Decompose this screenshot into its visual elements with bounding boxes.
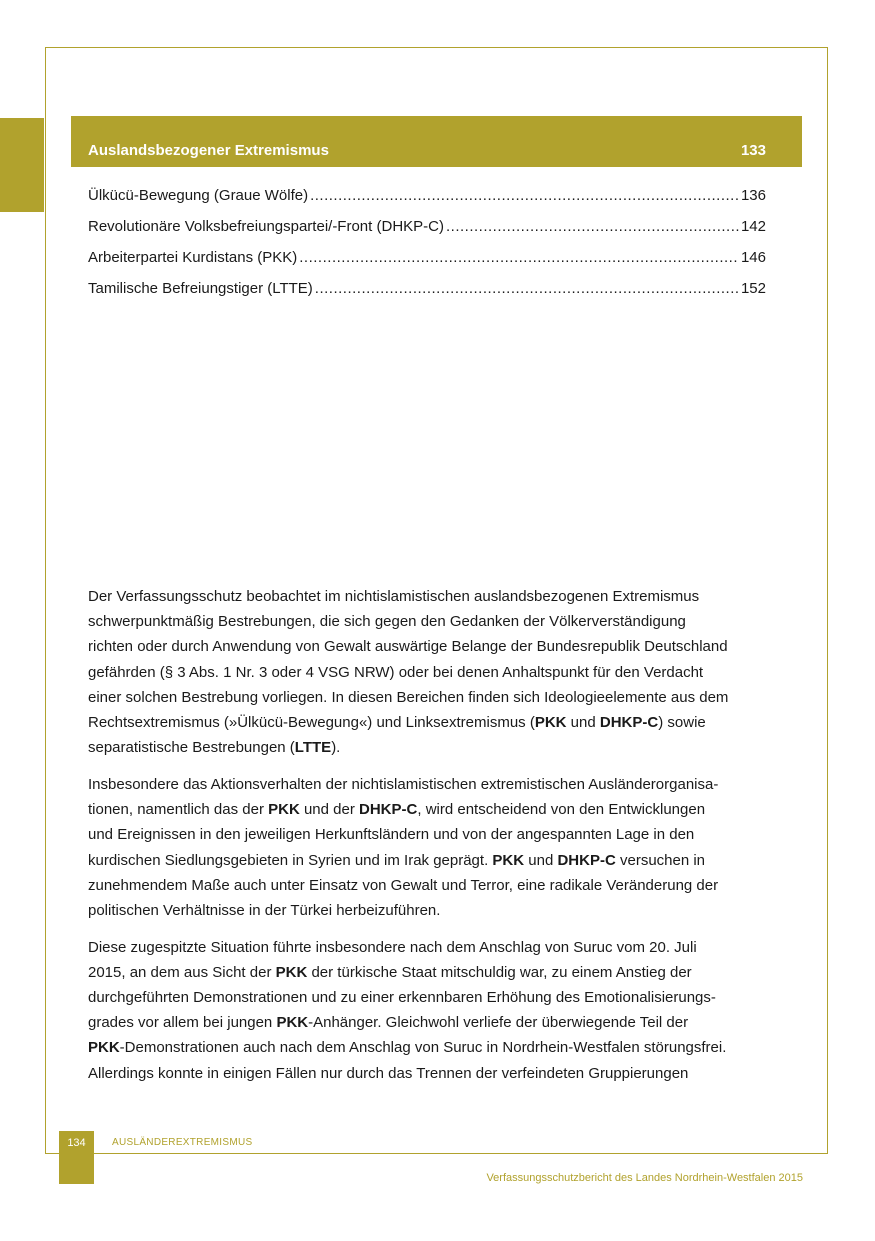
- toc-entry[interactable]: [88, 280, 766, 311]
- text-line: [88, 848, 803, 873]
- text-line: [88, 898, 803, 923]
- text-line: [88, 584, 803, 609]
- text-line: [88, 634, 803, 659]
- text-run: ) sowie: [658, 714, 706, 732]
- toc-leader-dots: [299, 249, 739, 266]
- text-run: Diese zugespitzte Situation führte insbesondere nach dem Anschlag von Suruc vom 20. Juli: [88, 938, 697, 956]
- text-run: separatistische Bestrebungen (: [88, 739, 295, 757]
- toc-entry[interactable]: [88, 249, 766, 280]
- running-chapter-label: AUSLÄNDEREXTREMISMUS: [112, 1137, 253, 1148]
- toc-leader-dots: [310, 187, 739, 204]
- text-run: -Demonstrationen auch nach dem Anschlag von Suruc in Nordrhein-Westfalen störungsfrei.: [119, 1039, 727, 1057]
- bold-term: PKK: [275, 963, 308, 981]
- text-run: tionen, namentlich das der: [88, 801, 269, 819]
- text-run: -Anhänger. Gleichwohl verliefe der überwiegende Teil der: [308, 1014, 689, 1032]
- text-run: und Ereignissen in den jeweiligen Herkunftsländern und von der angespannten Lage in den: [88, 826, 695, 844]
- text-line: [88, 609, 803, 634]
- bold-term: DHKP-C: [557, 851, 616, 869]
- text-run: zunehmendem Maße auch unter Einsatz von Gewalt und Terror, eine radikale Veränderung der: [88, 876, 719, 894]
- text-line: [88, 873, 803, 898]
- text-line: [88, 1010, 803, 1035]
- text-run: und der: [299, 801, 360, 819]
- toc-leader-dots: [315, 280, 739, 297]
- body-text: [88, 584, 803, 1097]
- text-run: Der Verfassungsschutz beobachtet im nichtislamistischen auslandsbezogenen Extremismus: [88, 588, 700, 605]
- text-run: und: [566, 714, 600, 732]
- toc-entry-page: 142: [740, 218, 766, 235]
- text-line: [88, 1061, 803, 1086]
- section-page-number: 133: [740, 142, 766, 159]
- toc-entry-title: Revolutionäre Volksbefreiungspartei/-Front (DHKP-C): [88, 218, 444, 235]
- text-run: und: [524, 851, 558, 869]
- text-line: [88, 985, 803, 1010]
- text-run: durchgeführten Demonstrationen und zu einer erkennbaren Erhöhung des Emotionalisierungs-: [88, 989, 716, 1007]
- section-header-bar: [71, 116, 802, 167]
- text-run: Rechtsextremismus (»Ülkücü-Bewegung«) und Linksextremismus (: [88, 714, 535, 732]
- bold-term: LTTE: [294, 739, 332, 757]
- body-paragraph: [88, 772, 803, 923]
- text-run: grades vor allem bei jungen: [88, 1014, 277, 1032]
- text-run: der türkische Staat mitschuldig war, zu einem Anstieg der: [307, 963, 692, 981]
- body-paragraph: [88, 584, 803, 760]
- text-line: [88, 772, 803, 797]
- toc-entry-title: Ülkücü-Bewegung (Graue Wölfe): [88, 187, 309, 204]
- text-line: [88, 822, 803, 847]
- body-paragraph: [88, 935, 803, 1086]
- toc-leader-dots: [446, 218, 739, 235]
- side-tab-marker: [0, 118, 44, 212]
- toc-entry[interactable]: [88, 218, 766, 249]
- text-line: [88, 660, 803, 685]
- text-run: einer solchen Bestrebung vorliegen. In diesen Bereichen finden sich Ideologieelemente aus dem: [88, 688, 729, 706]
- bold-term: PKK: [268, 801, 300, 819]
- table-of-contents: [88, 187, 766, 311]
- text-run: richten oder durch Anwendung von Gewalt auswärtige Belange der Bundesrepublik Deutschland: [88, 638, 728, 656]
- footer-publication-title: Verfassungsschutzbericht des Landes Nordrhein-Westfalen 2015: [486, 1172, 803, 1184]
- text-run: politischen Verhältnisse in der Türkei herbeizuführen.: [88, 901, 441, 919]
- toc-entry[interactable]: [88, 187, 766, 218]
- toc-entry-title: Arbeiterpartei Kurdistans (PKK): [88, 249, 298, 266]
- text-run: ).: [331, 739, 341, 757]
- text-line: [88, 685, 803, 710]
- bold-term: PKK: [88, 1039, 120, 1057]
- text-line: [88, 1035, 803, 1060]
- text-run: kurdischen Siedlungsgebieten in Syrien und im Irak geprägt.: [88, 851, 493, 869]
- toc-entry-page: 146: [740, 249, 766, 266]
- text-run: versuchen in: [615, 851, 706, 869]
- text-run: schwerpunktmäßig Bestrebungen, die sich gegen den Gedanken der Völkerverständigung: [88, 613, 686, 631]
- bold-term: PKK: [492, 851, 525, 869]
- toc-entry-title: Tamilische Befreiungstiger (LTTE): [88, 280, 313, 297]
- text-run: Allerdings konnte in einigen Fällen nur durch das Trennen der verfeindeten Gruppierungen: [88, 1064, 689, 1082]
- section-title: Auslandsbezogener Extremismus: [88, 142, 329, 159]
- text-run: , wird entscheidend von den Entwicklungen: [417, 801, 706, 819]
- text-line: [88, 797, 803, 822]
- toc-entry-page: 136: [740, 187, 766, 204]
- bold-term: DHKP-C: [359, 801, 418, 819]
- text-line: [88, 960, 803, 985]
- bold-term: PKK: [276, 1014, 309, 1032]
- page-number-badge: 134: [59, 1131, 94, 1184]
- toc-entry-page: 152: [740, 280, 766, 297]
- text-line: [88, 710, 803, 735]
- text-line: [88, 935, 803, 960]
- text-run: gefährden (§ 3 Abs. 1 Nr. 3 oder 4 VSG NRW) oder bei denen Anhaltspunkt für den Verdacht: [88, 663, 704, 681]
- text-line: [88, 735, 803, 760]
- text-run: Insbesondere das Aktionsverhalten der nichtislamistischen extremistischen Ausländerorganisa-: [88, 775, 719, 793]
- text-run: 2015, an dem aus Sicht der: [88, 963, 276, 981]
- bold-term: DHKP-C: [599, 714, 659, 732]
- bold-term: PKK: [534, 714, 567, 732]
